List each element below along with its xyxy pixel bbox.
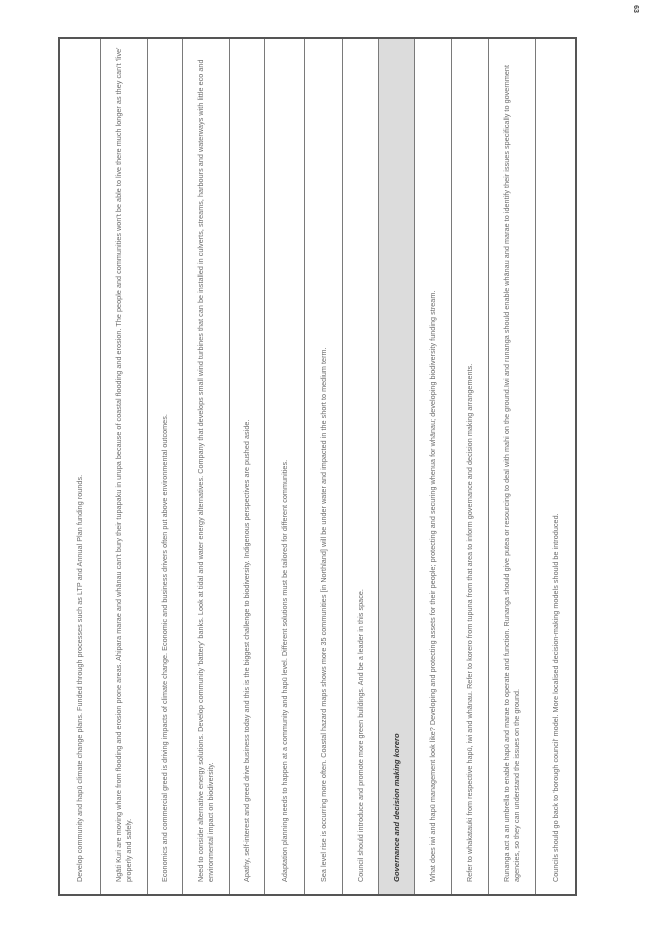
table-row — [183, 39, 230, 894]
table-container — [58, 37, 577, 896]
row-text: Council should introduce and promote more green buildings. And be a leader in this space. — [355, 589, 365, 882]
table-row — [230, 39, 265, 894]
table-row — [415, 39, 452, 894]
row-text: Ngāti Kuri are moving whare from flooding and erosion prone areas. Ahipara marae and whānau can't bury their tupapaku in urupa because of coastal flooding and erosion. The people and communities won't be able to live there much longer as they can't 'live' properly and safely. — [114, 47, 133, 882]
table-row — [265, 39, 305, 894]
consultation-table — [58, 37, 577, 896]
row-text: Apathy, self-interest and greed drive business today and this is the biggest challenge to biodiversity. Indigenous perspectives are pushed aside. — [242, 419, 252, 882]
table-row — [101, 39, 148, 894]
row-text: Refer to whakatauki from respective hapū, iwi and whānau. Refer to korero from tupuna from that area to inform governance and decision making arrangements. — [465, 363, 475, 882]
row-text: What does iwi and hapū management look like? Developing and protecting assets for their people; protecting and securing whenua for whānau; developing biodiversity funding stream. — [428, 290, 438, 882]
table-row — [148, 39, 183, 894]
row-text: Economics and commercial greed is driving impacts of climate change. Economic and business drivers often put above environmental outcomes. — [160, 414, 170, 882]
page-number: 63 — [632, 5, 639, 13]
table-row — [305, 39, 343, 894]
row-text: Runanga act a an umbrella to enable hapū and marae to operate and function. Runanga should give putea or resourcing to deal with mahi on the ground.Iwi and runanga should enable whānau and marae to identify their issues specifically to government agencies, so they can understand the issues on the ground. — [502, 64, 521, 882]
section-header-text: Governance and decision making korero — [391, 733, 401, 882]
row-text: Develop community and hapū climate change plans. Funded through processes such as LTP and Annual Plan funding rounds. — [75, 474, 85, 882]
table-row — [489, 39, 536, 894]
row-text: Councils should go back to 'borough council' model. More localised decision-making models should be introduced. — [550, 513, 560, 882]
row-text: Sea level rise is occurring more often. Coastal hazard maps shows more 35 communities [in Northland] will be under water and impacted in the short to medium term. — [318, 347, 328, 882]
table-row — [60, 39, 101, 894]
section-header-governance — [379, 39, 415, 894]
row-text: Need to consider alternative energy solutions. Develop community 'battery' banks. Look at tidal and water energy alternatives. Company that develops small wind turbines that can be installed in culverts, streams, harbours and waterways with little eco and environmental impact on biodiversity. — [196, 59, 215, 882]
row-text: Adaptation planning needs to happen at a community and hapū level. Different solutions must be tailored for different communities. — [279, 459, 289, 882]
table-row — [343, 39, 379, 894]
table-row — [452, 39, 489, 894]
table-row — [536, 39, 575, 894]
